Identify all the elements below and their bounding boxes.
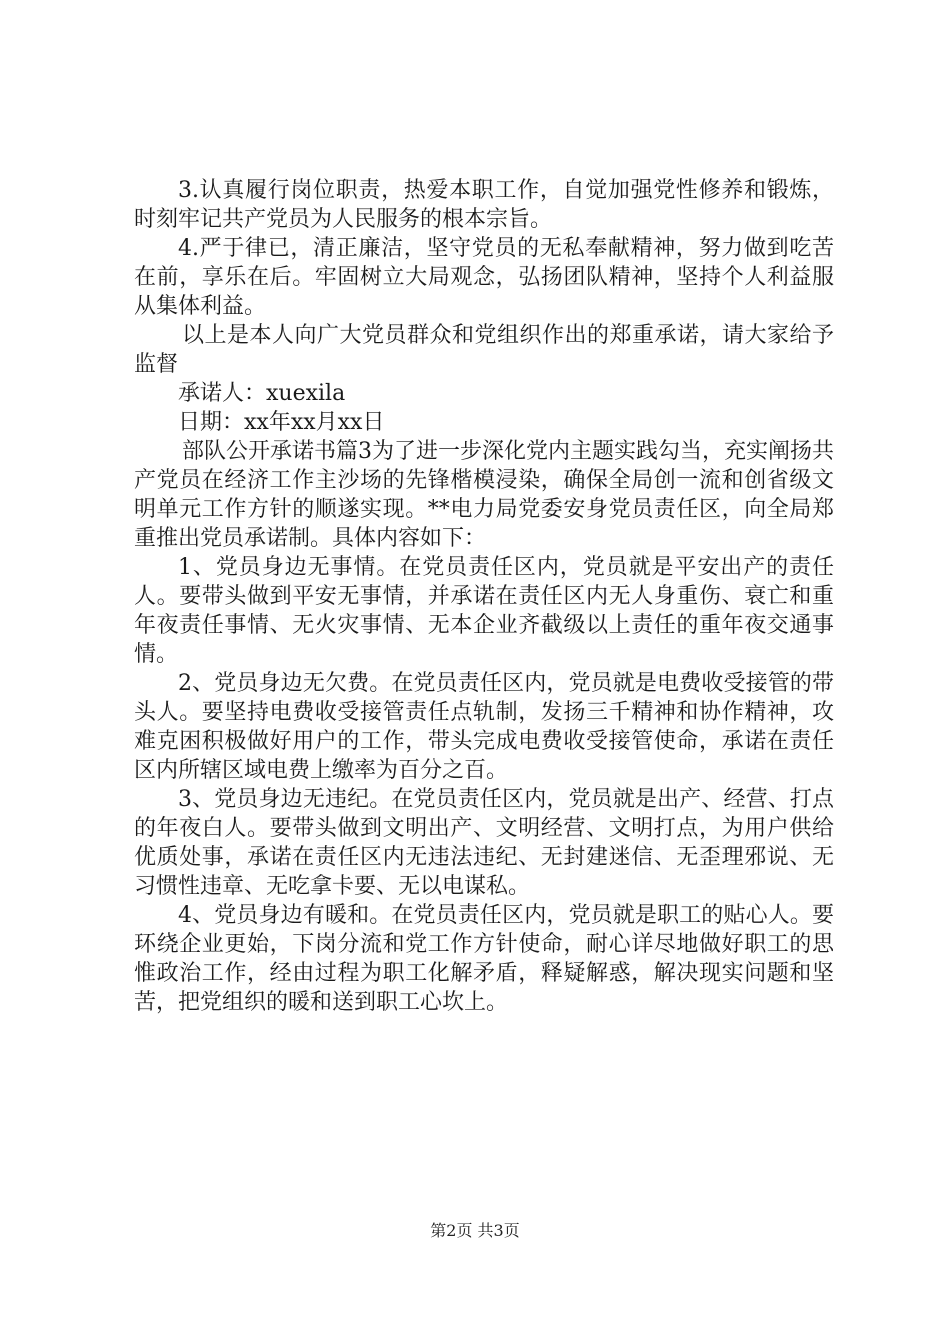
paragraph-no-violations: 3、党员身边无违纪。在党员责任区内，党员就是出产、经营、打点的年夜白人。要带头做到文明出产、文明经营、文明打点，为用户供给优质处事，承诺在责任区内无违法违纪、无封建迷信、无歪理邪说、无习惯性违章、无吃拿卡要、无以电谋私。 [134,787,834,899]
paragraph-warmth: 4、党员身边有暖和。在党员责任区内，党员就是职工的贴心人。要环绕企业更始，下岗分流和党工作方针使命，耐心详尽地做好职工的思惟政治工作，经由过程为职工化解矛盾，释疑解惑，解决现实问题和坚苦，把党组织的暖和送到职工心坎上。 [134,903,834,1015]
paragraph-signatory: 承诺人：xuexila [178,381,346,406]
paragraph-no-arrears: 2、党员身边无欠费。在党员责任区内，党员就是电费收受接管的带头人。要坚持电费收受接管责任点轨制，发扬三千精神和协作精神，攻难克困积极做好用户的工作，带头完成电费收受接管使命，承诺在责任区内所辖区域电费上缴率为百分之百。 [134,671,834,783]
paragraph-section-3-intro: 部队公开承诺书篇3为了进一步深化党内主题实践勾当，充实阐扬共产党员在经济工作主沙场的先锋楷模浸染，确保全局创一流和创省级文明单元工作方针的顺遂实现。**电力局党委安身党员责任区，向全局郑重推出党员承诺制。具体内容如下： [134,439,834,551]
paragraph-item-4: 4.严于律已，清正廉洁，坚守党员的无私奉献精神，努力做到吃苦在前，享乐在后。牢固树立大局观念，弘扬团队精神，坚持个人利益服从集体利益。 [134,236,834,319]
document-body [134,176,834,1017]
page-footer: 第2页 共3页 [430,1221,520,1240]
paragraph-date: 日期：xx年xx月xx日 [178,410,385,435]
paragraph-no-accidents: 1、党员身边无事情。在党员责任区内，党员就是平安出产的责任人。要带头做到平安无事情，并承诺在责任区内无人身重伤、衰亡和重年夜责任事情、无火灾事情、无本企业齐截级以上责任的重年夜交通事情。 [134,555,834,667]
paragraph-commitment-statement: 以上是本人向广大党员群众和党组织作出的郑重承诺，请大家给予监督 [134,323,834,377]
paragraph-item-3: 3.认真履行岗位职责，热爱本职工作，自觉加强党性修养和锻炼，时刻牢记共产党员为人民服务的根本宗旨。 [134,178,834,232]
